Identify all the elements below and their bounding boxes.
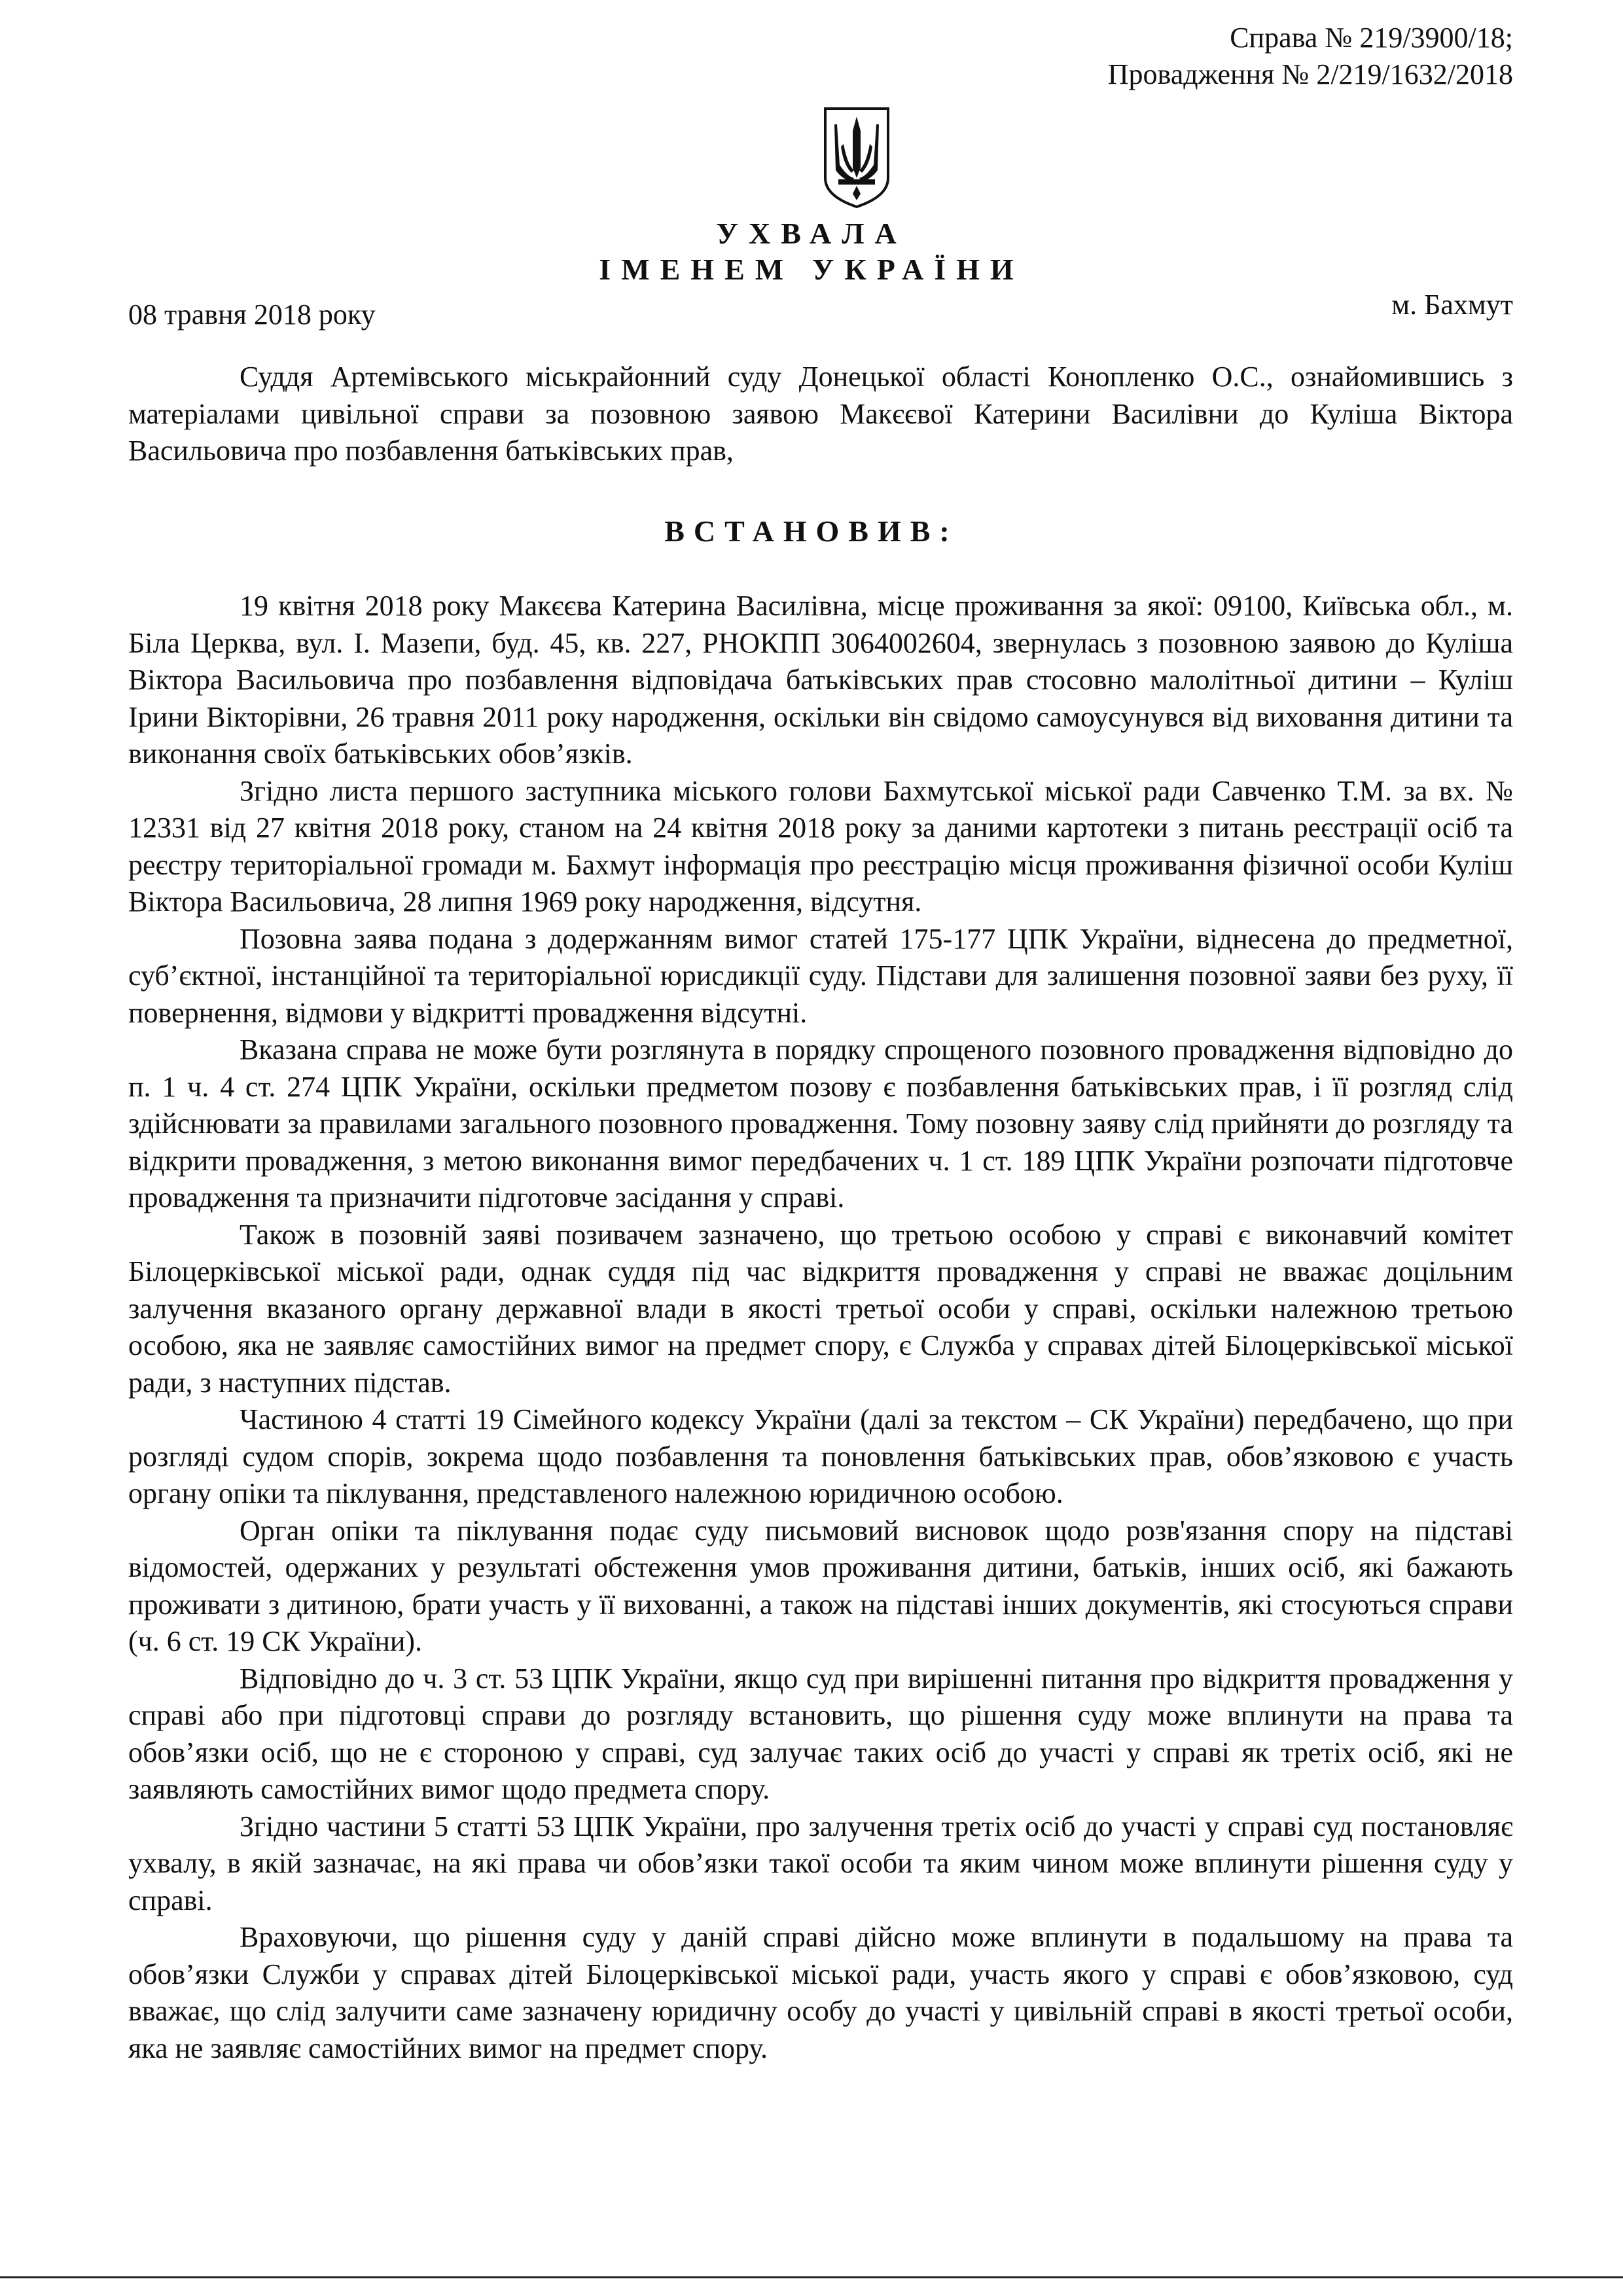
intro-text: Суддя Артемівського міськрайонний суду Донецької області Конопленко О.С., ознайомившись з матеріалами цивільної справи за позовною заявою Макєєвої Катерини Василівни до Куліша Віктора Васильовича про позбавлення батьківських прав, <box>128 361 1513 467</box>
document-subtitle: ІМЕНЕМ УКРАЇНИ <box>599 253 1024 286</box>
document-title: УХВАЛА <box>716 217 907 250</box>
intro-paragraph <box>128 359 1513 470</box>
paragraph: 19 квітня 2018 року Макєєва Катерина Василівна, місце проживання за якої: 09100, Київська обл., м. Біла Церква, вул. І. Мазепи, буд. 45, кв. 227, РНОКПП 3064002604, звернулась з позовною заявою до Куліша Віктора Васильовича про позбавлення відповідача батьківських прав стосовно малолітньої дитини – Куліш Ірини Вікторівни, 26 травня 2011 року народження, оскільки він свідомо самоусунувся від виховання дитини та виконання своїх батьківських обов’язків. <box>128 590 1513 770</box>
paragraph: Вказана справа не може бути розглянута в порядку спрощеного позовного провадження відповідно до п. 1 ч. 4 ст. 274 ЦПК України, оскільки предметом позову є позбавлення батьківських прав, і її розгляд слід здійснювати за правилами загального позовного провадження. Тому позовну заяву слід прийняти до розгляду та відкрити провадження, з метою виконання вимог передбачених ч. 1 ст. 189 ЦПК України розпочати підготовче провадження та призначити підготовче засідання у справі. <box>128 1033 1513 1213</box>
section-heading: ВСТАНОВИВ: <box>664 514 959 548</box>
document-city: м. Бахмут <box>1391 289 1513 321</box>
coat-of-arms-icon <box>821 105 892 209</box>
body-text <box>128 588 1513 2067</box>
paragraph: Позовна заява подана з додержанням вимог статей 175-177 ЦПК України, віднесена до предметної, суб’єктної, інстанційної та територіальної юрисдикції суду. Підстави для залишення позовної заяви без руху, її повернення, відмови у відкритті провадження відсутні. <box>128 922 1513 1029</box>
proceeding-number: Провадження № 2/219/1632/2018 <box>1107 58 1513 90</box>
scan-edge-divider <box>0 2276 1623 2278</box>
paragraph: Відповідно до ч. 3 ст. 53 ЦПК України, якщо суд при вирішенні питання про відкриття провадження у справі або при підготовці справи до розгляду встановить, що рішення суду може вплинути на права та обов’язки осіб, що не є стороною у справі, суд залучає таких осіб до участі у справі як третіх осіб, які не заявляють самостійних вимог щодо предмета спору. <box>128 1662 1513 1805</box>
paragraph: Частиною 4 статті 19 Сімейного кодексу України (далі за текстом – СК України) передбачено, що при розгляді судом спорів, зокрема щодо позбавлення та поновлення батьківських прав, обов’язковою є участь органу опіки та піклування, представленого належною юридичною особою. <box>128 1403 1513 1509</box>
paragraph: Враховуючи, що рішення суду у даній справі дійсно може вплинути в подальшому на права та обов’язки Служби у справах дітей Білоцерківської міської ради, участь якого у справі є обов’язковою, суд вважає, що слід залучити саме зазначену юридичну особу до участі у цивільній справі в якості третьої особи, яка не заявляє самостійних вимог на предмет спору. <box>128 1921 1513 2064</box>
case-number: Справа № 219/3900/18; <box>1230 22 1513 54</box>
paragraph: Згідно частини 5 статті 53 ЦПК України, про залучення третіх осіб до участі у справі суд постановляє ухвалу, в якій зазначає, на які права чи обов’язки такої особи та яким чином може вплинути рішення суду у справі. <box>128 1810 1513 1916</box>
document-date: 08 травня 2018 року <box>128 298 376 331</box>
paragraph: Згідно листа першого заступника міського голови Бахмутської міської ради Савченко Т.М. за вх. № 12331 від 27 квітня 2018 року, станом на 24 квітня 2018 року за даними картотеки з питань реєстрації осіб та реєстру територіальної громади м. Бахмут інформація про реєстрацію місця проживання фізичної особи Куліш Віктора Васильовича, 28 липня 1969 року народження, відсутня. <box>128 774 1513 918</box>
paragraph: Орган опіки та піклування подає суду письмовий висновок щодо розв'язання спору на підставі відомостей, одержаних у результаті обстеження умов проживання дитини, батьків, інших осіб, які бажають проживати з дитиною, брати участь у її вихованні, а також на підставі інших документів, які стосуються справи (ч. 6 ст. 19 СК України). <box>128 1514 1513 1657</box>
paragraph: Також в позовній заяві позивачем зазначено, що третьою особою у справі є виконавчий комітет Білоцерківської міської ради, однак суддя під час відкриття провадження у справі не вважає доцільним залучення вказаного органу державної влади в якості третьої особи у справі, оскільки належною третьою особою, яка не заявляє самостійних вимог на предмет спору, є Служба у справах дітей Білоцерківської міської ради, з наступних підстав. <box>128 1218 1513 1399</box>
case-reference <box>1108 20 1513 93</box>
